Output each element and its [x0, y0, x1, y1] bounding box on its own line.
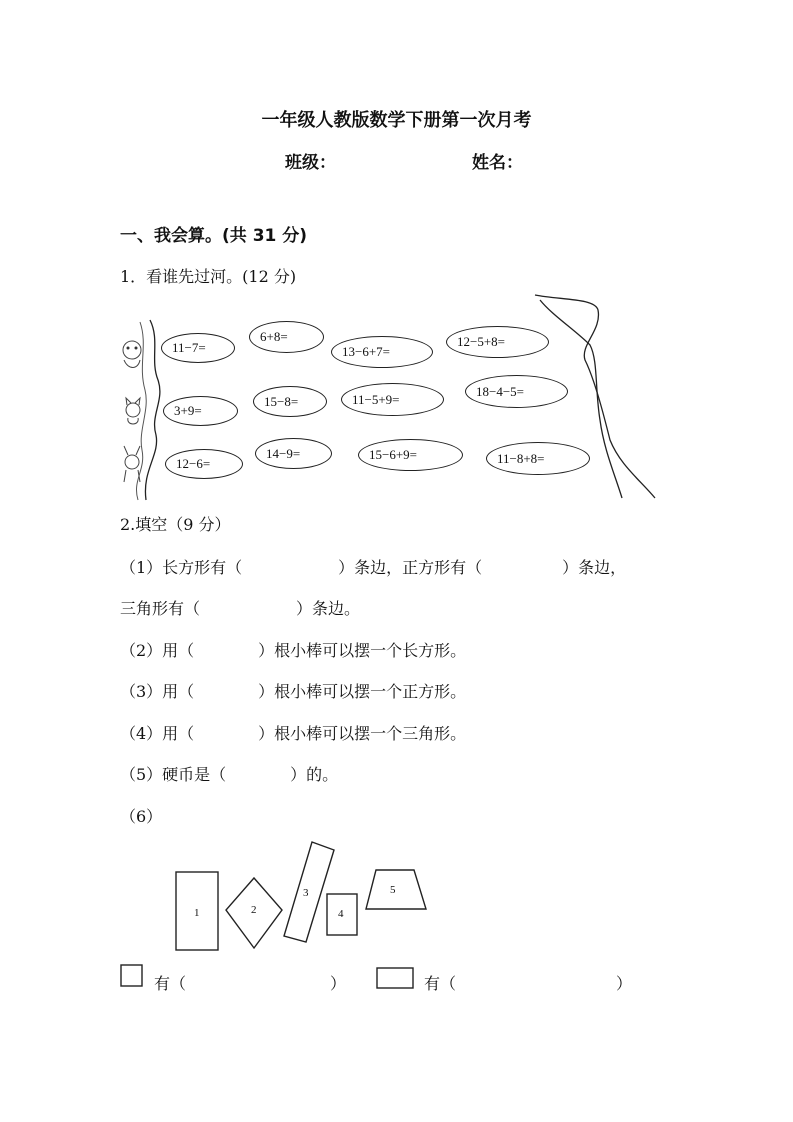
shape-trapezoid-5: [366, 870, 426, 909]
page-title: 一年级人教版数学下册第一次月考: [261, 110, 532, 131]
q2-line3[interactable]: （2）用（ ）根小棒可以摆一个长方形。: [120, 641, 467, 660]
q2-line4[interactable]: （3）用（ ）根小棒可以摆一个正方形。: [120, 682, 467, 701]
stone-expression[interactable]: 12−5+8=: [446, 326, 549, 358]
stone-expression[interactable]: 12−6=: [165, 449, 243, 479]
q2-line7: （6）: [120, 807, 163, 826]
q2-line5[interactable]: （4）用（ ）根小棒可以摆一个三角形。: [120, 724, 467, 743]
stone-expression[interactable]: 6+8=: [249, 321, 324, 353]
rectangle-count-answer[interactable]: 有（ ）: [424, 974, 633, 993]
q2-line1[interactable]: （1）长方形有（ ）条边，正方形有（ ）条边，: [120, 558, 627, 577]
stone-expression[interactable]: 14−9=: [255, 438, 332, 469]
square-count-answer[interactable]: 有（ ）: [154, 974, 347, 993]
q2-line6[interactable]: （5）硬币是（ ）的。: [120, 765, 339, 784]
stone-expression[interactable]: 11−7=: [161, 333, 235, 363]
section1-heading: 一、我会算。(共 31 分): [120, 226, 308, 246]
square-icon: [121, 965, 142, 986]
stone-expression[interactable]: 11−8+8=: [486, 442, 590, 475]
q2-line2[interactable]: 三角形有（ ）条边。: [120, 599, 361, 618]
q2-label: 2.填空（9 分）: [120, 515, 231, 534]
shape-label-3: 3: [303, 887, 309, 899]
shape-label-5: 5: [390, 884, 396, 896]
shape-label-1: 1: [194, 907, 200, 919]
name-label: 姓名：: [472, 153, 523, 173]
stone-expression[interactable]: 15−8=: [253, 386, 327, 417]
rectangle-icon: [377, 968, 413, 988]
stone-expression[interactable]: 13−6+7=: [331, 336, 433, 368]
q1-label: 1．看谁先过河。(12 分): [120, 267, 297, 286]
shape-label-4: 4: [338, 908, 344, 920]
stone-expression[interactable]: 18−4−5=: [465, 375, 568, 408]
shape-label-2: 2: [251, 904, 257, 916]
stone-expression[interactable]: 15−6+9=: [358, 439, 463, 471]
stone-expression[interactable]: 3+9=: [163, 396, 238, 426]
class-label: 班级：: [285, 153, 336, 173]
stone-expression[interactable]: 11−5+9=: [341, 383, 444, 416]
